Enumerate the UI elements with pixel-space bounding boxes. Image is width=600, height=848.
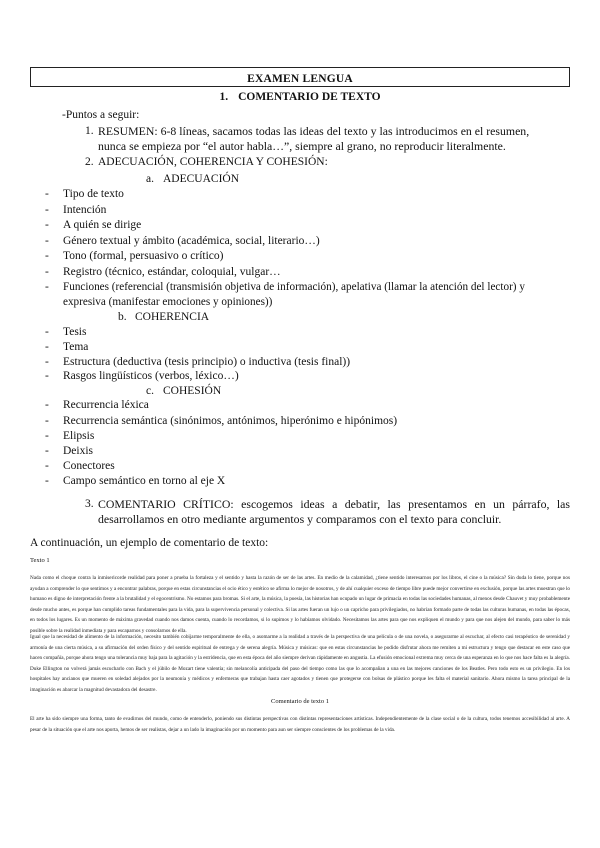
section-number: 1. xyxy=(219,91,229,103)
point-text: ADECUACIÓN, COHERENCIA Y COHESIÓN: xyxy=(98,156,328,168)
point-number: 1. xyxy=(85,125,94,137)
point-text: COMENTARIO CRÍTICO: escogemos ideas a debatir, las presentamos en un párrafo, las desarrollamos en otro mediante argumentos y comparamos con el texto para concluir. xyxy=(98,497,570,526)
texto-label: Texto 1 xyxy=(30,557,50,564)
list-item: A quién se dirige xyxy=(63,219,142,231)
bullet-dash: - xyxy=(45,415,49,427)
list-item: Conectores xyxy=(63,460,115,472)
point-text: RESUMEN: 6-8 líneas, sacamos todas las ideas del texto y las introducimos en el resumen, xyxy=(98,124,530,138)
section-title: COMENTARIO DE TEXTO xyxy=(238,91,381,103)
bullet-dash: - xyxy=(45,399,49,411)
bullet-dash: - xyxy=(45,475,49,487)
list-item: Deixis xyxy=(63,445,94,457)
bullet-dash: - xyxy=(45,235,49,247)
bullet-dash: - xyxy=(45,188,49,200)
bullet-dash: - xyxy=(45,356,49,368)
list-item: Campo semántico en torno al eje X xyxy=(63,475,226,487)
list-item: Rasgos lingüísticos (verbos, léxico…) xyxy=(63,370,239,382)
bullet-dash: - xyxy=(45,219,49,231)
bullet-dash: - xyxy=(45,460,49,472)
subsection-letter: b. xyxy=(118,311,127,323)
comentario-label: Comentario de texto 1 xyxy=(271,698,329,705)
bullet-dash: - xyxy=(45,204,49,216)
list-item: Género textual y ámbito (académica, social, literario…) xyxy=(63,235,320,247)
comentario-paragraph: El arte ha sido siempre una forma, tanto de evadirnos del mundo, como de entenderlo, poniendo sus distintas perspectivas con distintas representaciones artísticas. Independientemente de la clase social o de la cultura, todos tenemos accesibilidad al arte. A pesar de la situación que el arte nos aporta, hemos de ser realistas, dejar a un lado la imaginación por un momento para aun ser siempre conscientes de los problemas de la vida. xyxy=(30,716,570,733)
point-number: 2. xyxy=(85,156,94,168)
bullet-dash: - xyxy=(45,370,49,382)
list-item: Intención xyxy=(63,204,107,216)
subsection-title: COHESIÓN xyxy=(163,385,222,397)
intro-text: -Puntos a seguir: xyxy=(62,109,140,121)
list-item: expresiva (manifestar emociones y opiniones)) xyxy=(63,296,273,308)
list-item: Tipo de texto xyxy=(63,188,124,200)
list-item: Estructura (deductiva (tesis principio) o inductiva (tesis final)) xyxy=(63,356,351,368)
list-item: Tono (formal, persuasivo o crítico) xyxy=(63,250,224,262)
list-item: Recurrencia semántica (sinónimos, antónimos, hiperónimo e hipónimos) xyxy=(63,415,398,427)
subsection-letter: c. xyxy=(146,385,154,397)
list-item: Tema xyxy=(63,341,89,353)
example-intro: A continuación, un ejemplo de comentario de texto: xyxy=(30,537,269,549)
bullet-dash: - xyxy=(45,341,49,353)
texto-paragraph: Nada como el choque contra la inmisericorde realidad para poner a prueba la fortaleza y el sentido y hasta la razón de ser de las artes. En medio de la calamidad, ¿tiene sentido interesarnos por los libros, el cine o la música? Sin duda lo tiene, porque nos ayudan a comprender lo que sentimos y a encontrar palabras, porque en estas circunstancias el ocio ético y estético se afirma lo mejor de nosotros, y de ahí cualquier exceso de tiempo libre puede mejor convertirse en exclusión, porque las artes muestran que lo humano es digno de interpretación frente a la brutalidad y el egocentrismo. No estamos para bromas. Si el arte, la música, la poesía, las historias han ocupado un lugar de primacía en todas las sociedades humanas, al menos desde Chauvet y muy probablemente desde mucho antes, es porque han cumplido tareas fundamentales para la vida, para la supervivencia personal y colectiva. Si las artes fueran un lujo o un capricho para privilegiados, no habrían formado parte de todas las culturas humanas, en todas las épocas, en todos los lugares. Es un momento de máxima gravedad cuando nos damos cuenta, cuando lo recordamos, si lo supimos y lo habíamos olvidado. Necesitamos las artes para que nos expliquen el mundo y para que nos alejen del mundo, para saber lo más posible sobre la realidad inmediata y para escaparnos y consolarnos de ella. xyxy=(30,575,570,634)
subsection-title: COHERENCIA xyxy=(135,311,210,323)
list-item: Recurrencia léxica xyxy=(63,399,149,411)
list-item: Registro (técnico, estándar, coloquial, vulgar… xyxy=(63,266,281,278)
section-heading xyxy=(0,91,600,103)
texto-paragraph: Igual que la necesidad de alimento de la información, necesito también cobijarme temporalmente de ella, o asomarme a la realidad a través de la perspectiva de una película o de una novela, o asegurarme al escuchar, al efecto casi terapéutico de serenidad y armonía de una cierta música, a su afirmación del orden físico y del sentido espiritual de entrega y de serena alegría. Música y músicas: que en estas circunstancias he podido disfrutar ahora me remiten a mi estructura y tengo que destacar en este caso que hacen compañía, porque ahora tengo una tolerancia muy baja para la agitación y la estridencia, que en esta época del año siempre derivan rápidamente en angustia. La efusión emocional extrema muy cerca de una esperanza en lo que nos hace falta es la alegría. Duke Ellington no volverá jamás escucharlo con Bach y el júbilo de Mozart tiene valentía; sin melancolía anticipada del paso del tiempo como las que lo acompañan a una en las mejores canciones de los Beatles. Pero todo esto es un privilegio. En los hospitales hay ancianos que mueren en soledad alejados por la neumonía y médicos y enfermeras que trabajan hasta caer agotados y tienen que protegerse con bolsas de plástico porque les falta el material sanitario. Ahora mismo la tarea principal de la imaginación es abarcar la magnitud devastadora del desastre. xyxy=(30,634,570,693)
subsection-title: ADECUACIÓN xyxy=(163,173,240,185)
point-text: nunca se empieza por “el autor habla…”, siempre al grano, no reproducir literalmente. xyxy=(98,139,506,153)
list-item: Elipsis xyxy=(63,430,95,442)
list-item: Funciones (referencial (transmisión objetiva de información), apelativa (llamar la atención del lector) y xyxy=(63,281,525,293)
list-item: Tesis xyxy=(63,326,87,338)
bullet-dash: - xyxy=(45,250,49,262)
point-number: 3. xyxy=(85,498,94,510)
bullet-dash: - xyxy=(45,326,49,338)
bullet-dash: - xyxy=(45,445,49,457)
subsection-letter: a. xyxy=(146,173,154,185)
page-title: EXAMEN LENGUA xyxy=(247,73,353,85)
bullet-dash: - xyxy=(45,430,49,442)
bullet-dash: - xyxy=(45,281,49,293)
bullet-dash: - xyxy=(45,266,49,278)
